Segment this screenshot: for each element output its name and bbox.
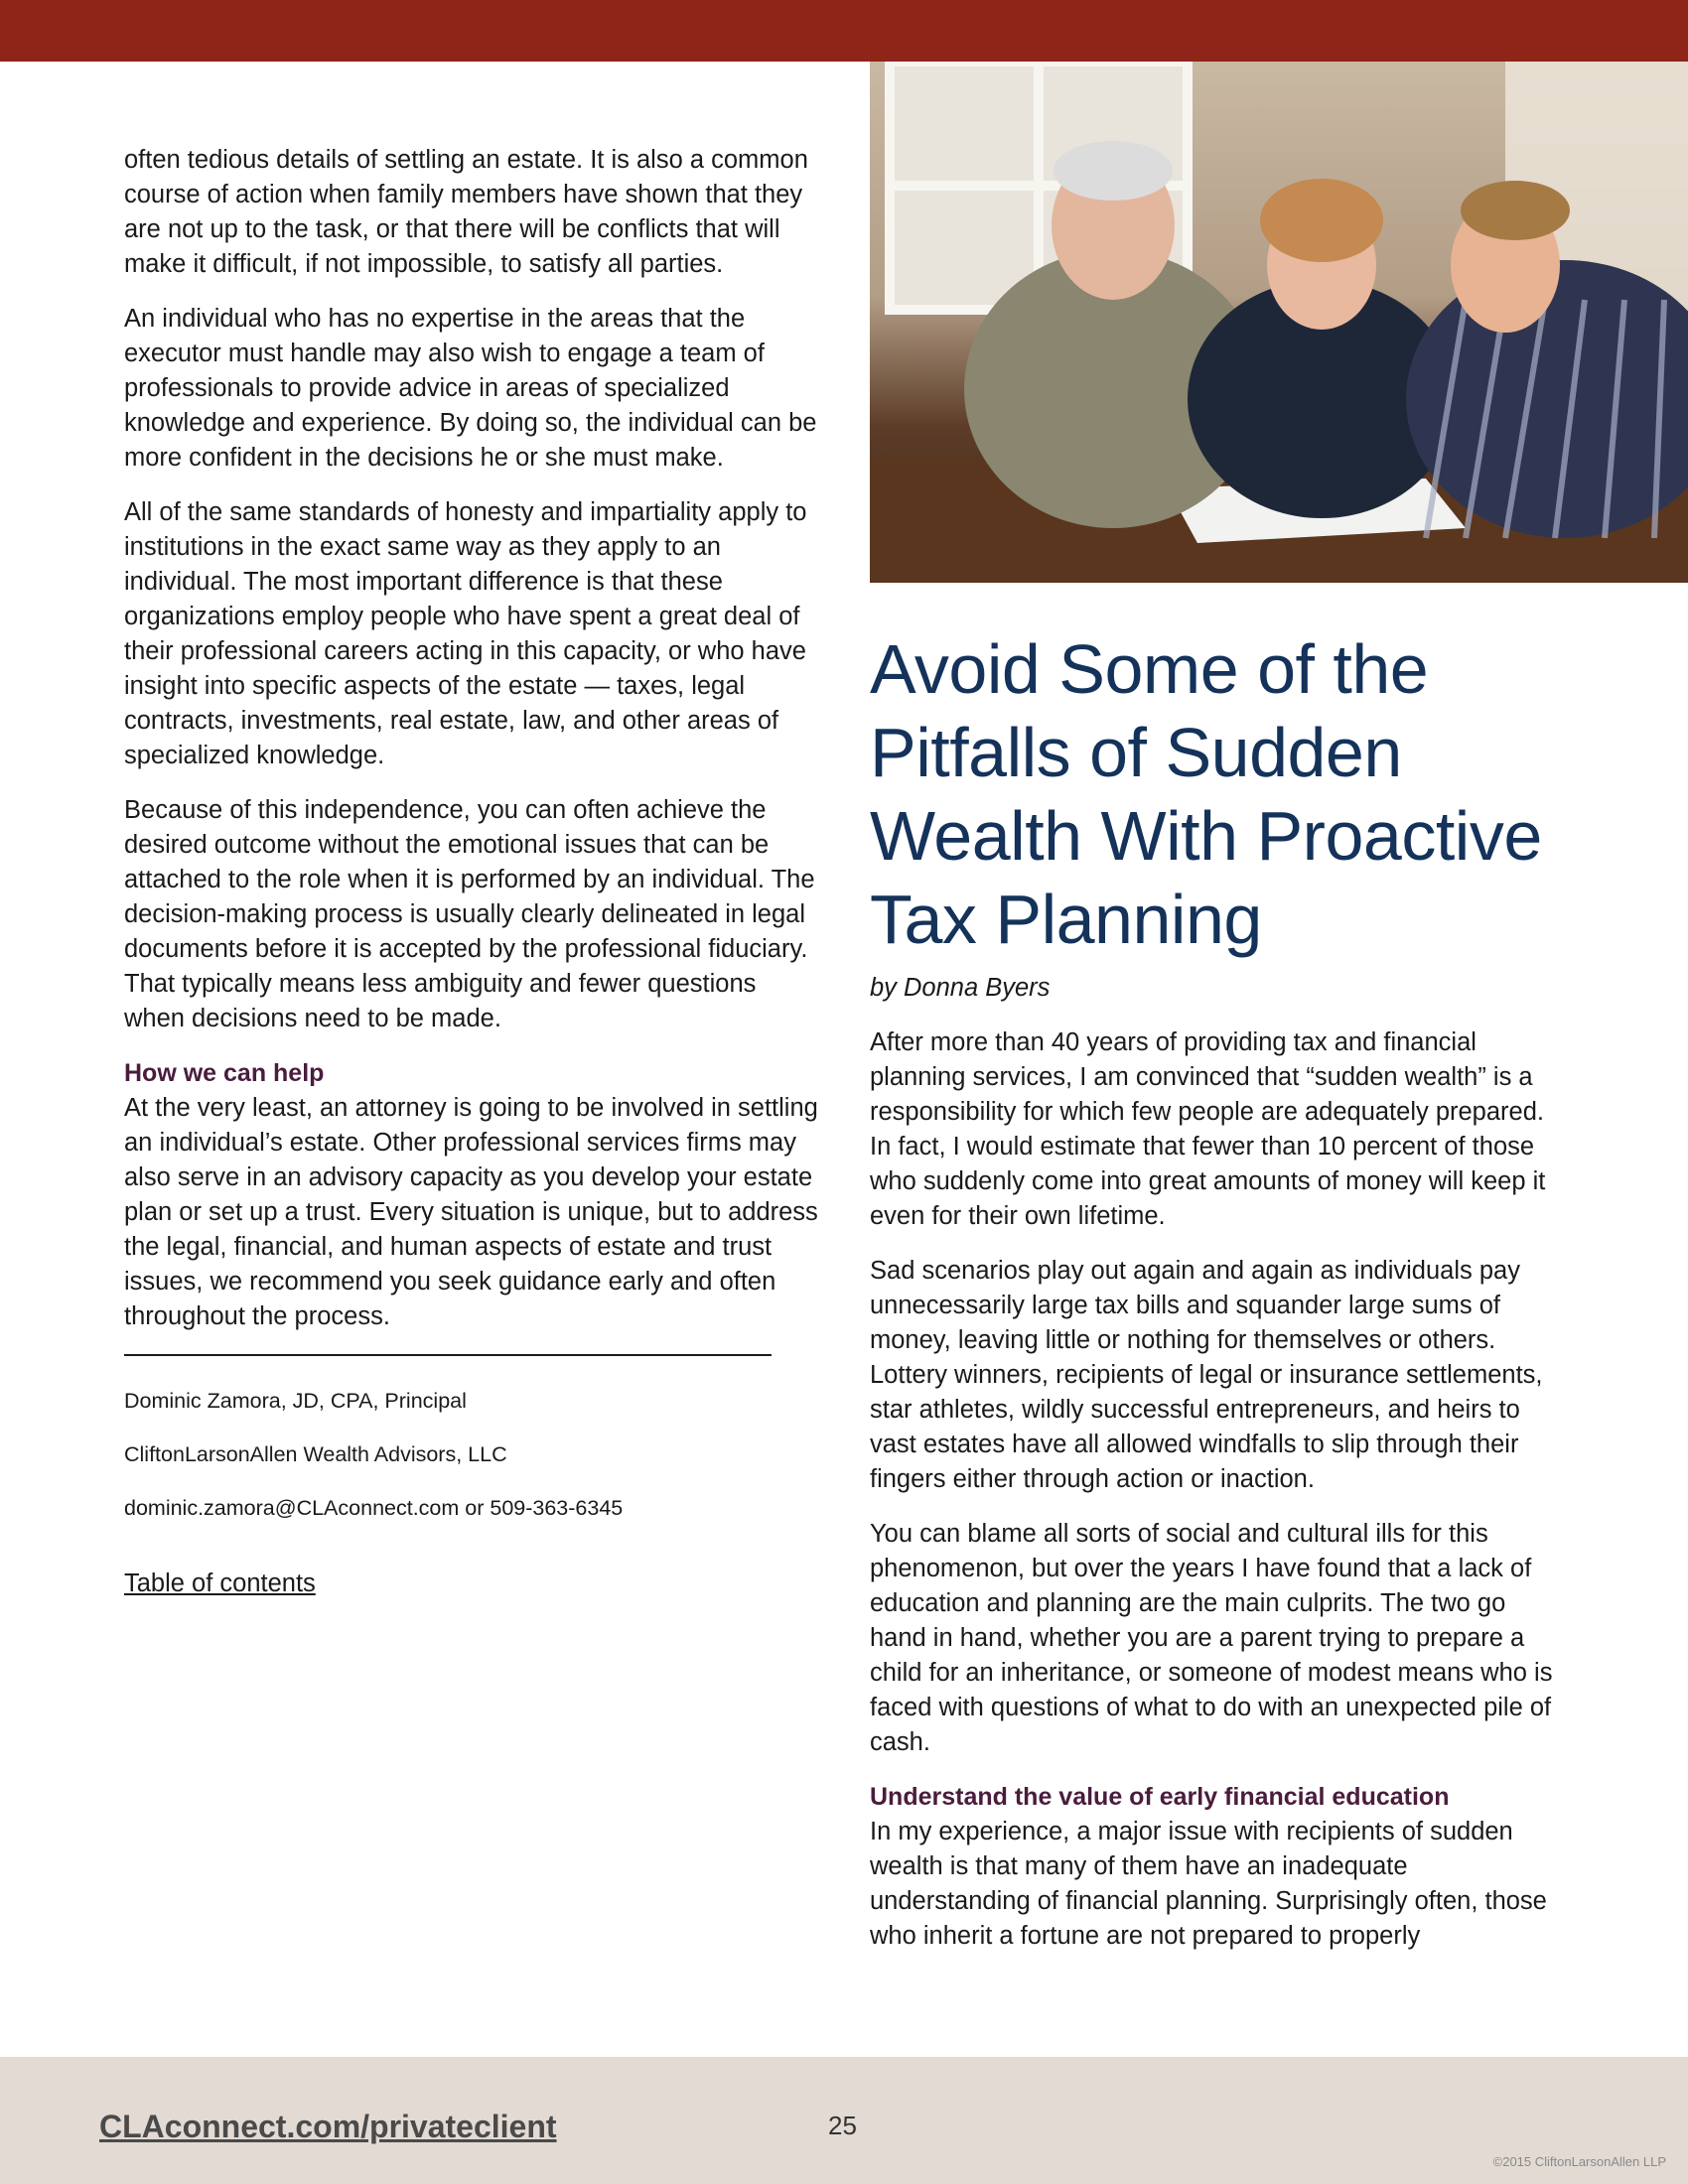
body-paragraph: Because of this independence, you can often achieve the desired outcome without the emotional issues that can be attached to the role when it is performed by an individual. The decision-making process is usually clearly delineated in legal documents before it is accepted by the professional fiduciary. That typically means less ambiguity and fewer questions when decisions need to be made. [124,796,815,1032]
body-paragraph: Sad scenarios play out again and again as individuals pay unnecessarily large tax bills and squander large sums of money, leaving little or nothing for themselves or others. Lottery winners, recipients of legal or insurance settlements, star athletes, wildly successful entrepreneurs, and heirs to vast estates have all allowed windfalls to slip through their fingers either through action or inaction. [870,1257,1543,1493]
woman-hair [1260,179,1383,262]
left-column [124,143,821,1601]
website-link[interactable]: CLAconnect.com/privateclient [99,2109,557,2144]
page-number: 25 [828,2111,857,2140]
table-of-contents-link[interactable]: Table of contents [124,1570,316,1597]
article-photo [870,62,1688,583]
body-paragraph: At the very least, an attorney is going to be involved in settling an individual’s estate. Other professional services firms may also serve in an advisory capacity as you develop your estate plan or set up a trust. Every situation is unique, but to address the legal, financial, and human aspects of estate and trust issues, we recommend you seek guidance early and often throughout the process. [124,1094,818,1330]
author-contact: dominic.zamora@CLAconnect.com or 509-363-6345 [124,1496,624,1520]
body-paragraph: In my experience, a major issue with recipients of sudden wealth is that many of them have an inadequate understanding of financial planning. Surprisingly often, those who inherit a fortune are not prepared to properly [870,1818,1547,1950]
body-paragraph: You can blame all sorts of social and cultural ills for this phenomenon, but over the years I have found that a lack of education and planning are the main culprits. The two go hand in hand, whether you are a parent trying to prepare a child for an inheritance, or someone of modest means who is faced with questions of what to do with an unexpected pile of cash. [870,1520,1553,1756]
page-footer [0,2057,1688,2184]
signature-divider [124,1354,772,1356]
body-paragraph: often tedious details of settling an estate. It is also a common course of action when family members have shown that they are not up to the task, or that there will be conflicts that will make it difficult, if not impossible, to satisfy all parties. [124,146,808,278]
section-subhead: How we can help [124,1059,325,1087]
body-paragraph: All of the same standards of honesty and impartiality apply to institutions in the exact same way as they apply to an individual. The most important difference is that these organizations employ people who have spent a great deal of their professional careers acting in this capacity, or who have insight into specific aspects of the estate — taxes, legal contracts, investments, real estate, law, and other areas of specialized knowledge. [124,498,807,769]
author-name: Dominic Zamora, JD, CPA, Principal [124,1389,467,1413]
article-byline: by Donna Byers [870,974,1051,1002]
family-photo-illustration [870,62,1688,583]
author-company: CliftonLarsonAllen Wealth Advisors, LLC [124,1442,507,1466]
young-man-hair [1461,181,1570,240]
right-column [870,627,1565,1974]
top-banner [0,0,1688,62]
section-subhead: Understand the value of early financial education [870,1783,1450,1811]
article-headline: Avoid Some of the Pitfalls of Sudden Wealth With Proactive Tax Planning [870,630,1542,958]
copyright-notice: ©2015 CliftonLarsonAllen LLP [1492,2154,1666,2169]
body-paragraph: After more than 40 years of providing tax and financial planning services, I am convinced that “sudden wealth” is a responsibility for which few people are adequately prepared. In fact, I would estimate that fewer than 10 percent of those who suddenly come into great amounts of money will keep it even for their own lifetime. [870,1028,1546,1230]
body-paragraph: An individual who has no expertise in the areas that the executor must handle may also wish to engage a team of professionals to provide advice in areas of specialized knowledge and experience. By doing so, the individual can be more confident in the decisions he or she must make. [124,305,817,472]
man-hair [1054,141,1173,201]
